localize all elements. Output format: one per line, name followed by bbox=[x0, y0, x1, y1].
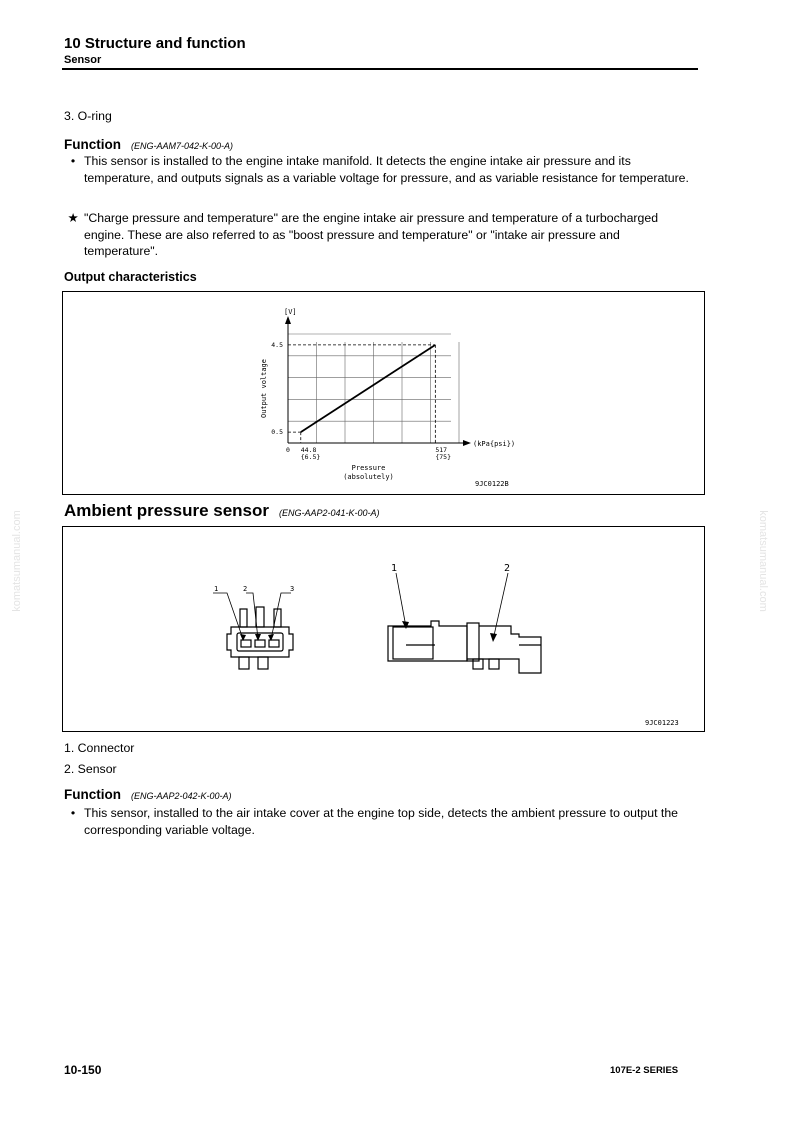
star-symbol: ★ bbox=[67, 211, 79, 225]
connector-front-view bbox=[227, 607, 293, 669]
bullet-symbol-2: • bbox=[70, 806, 76, 820]
function2-heading-text: Function bbox=[64, 787, 121, 802]
function-code: (ENG-AAM7-042-K-00-A) bbox=[131, 141, 234, 151]
watermark-right: komatsumanual.com bbox=[756, 510, 769, 612]
function2-code: (ENG-AAP2-042-K-00-A) bbox=[131, 791, 232, 801]
y-unit-label: [V] bbox=[284, 308, 297, 316]
y-tick-label: 4.5 bbox=[271, 340, 283, 349]
sensor-leaders bbox=[396, 573, 508, 640]
output-characteristics-heading: Output characteristics bbox=[64, 270, 197, 284]
section-code: (ENG-AAP2-041-K-00-A) bbox=[279, 508, 380, 518]
parts-item-3: 3. O-ring bbox=[64, 109, 112, 123]
connector-leaders bbox=[213, 593, 291, 639]
x-tick-label: 44.8 bbox=[300, 446, 317, 454]
x-unit-label: (kPa{psi}) bbox=[473, 440, 516, 448]
function-heading-text: Function bbox=[64, 137, 121, 152]
function2-bullet-text: This sensor, installed to the air intake cover at the engine top side, detects the ambient pressure to output the corresponding variable voltage. bbox=[84, 806, 679, 837]
function-heading bbox=[64, 137, 233, 152]
bullet-symbol: • bbox=[70, 154, 76, 168]
function-bullet bbox=[70, 153, 694, 186]
function2-heading bbox=[64, 787, 232, 802]
x-tick-label: 0 bbox=[286, 446, 290, 454]
callout-left-1: 1 bbox=[214, 585, 219, 593]
watermark-left: komatsumanual.com bbox=[10, 510, 23, 612]
x-axis-label: Pressure bbox=[351, 464, 386, 472]
function2-bullet bbox=[70, 805, 696, 838]
callout-right-2: 2 bbox=[504, 563, 511, 574]
x-tick-label: 517 bbox=[435, 446, 448, 454]
page-title: 10 Structure and function bbox=[64, 35, 246, 52]
callout-right-1: 1 bbox=[391, 563, 398, 574]
callout-left-2: 2 bbox=[243, 585, 248, 593]
figure-code-ambient: 9JC01223 bbox=[645, 719, 679, 727]
parts-item-connector: 1. Connector bbox=[64, 741, 135, 755]
function-note-text: "Charge pressure and temperature" are the engine intake air pressure and temperature of a turbocharged engine. These are also referred to as "boost pressure and temperature" or "intake air pressure and temperature". bbox=[84, 211, 659, 258]
x-axis-label-sub: (absolutely) bbox=[343, 473, 394, 481]
page-subtitle: Sensor bbox=[64, 54, 102, 66]
y-axis-label: Output voltage bbox=[260, 358, 268, 419]
section-heading-ambient bbox=[64, 501, 380, 521]
sensor-drawing bbox=[63, 527, 704, 731]
x-axis-arrow bbox=[463, 440, 471, 446]
header-rule bbox=[62, 68, 698, 70]
callout-left-3: 3 bbox=[290, 585, 295, 593]
y-axis-arrow bbox=[285, 316, 291, 324]
x-tick-sublabel: {6.5} bbox=[300, 453, 321, 461]
sensor-arrowheads bbox=[402, 621, 497, 642]
output-characteristics-chart bbox=[63, 292, 704, 494]
parts-item-sensor: 2. Sensor bbox=[64, 762, 117, 776]
series-line bbox=[301, 345, 436, 432]
x-tick-sublabel: {75} bbox=[435, 453, 452, 461]
function-bullet-text: This sensor is installed to the engine intake manifold. It detects the engine intake air pressure and its temperature, and outputs signals as a variable voltage for pressure, and as variable resistance for temperature. bbox=[84, 154, 689, 185]
sensor-side-view bbox=[388, 621, 541, 673]
figure-code: 9JC0122B bbox=[475, 480, 509, 488]
function-note bbox=[67, 210, 694, 260]
page-number: 10-150 bbox=[64, 1063, 102, 1077]
chart-figure-box bbox=[62, 291, 705, 495]
sensor-figure-box bbox=[62, 526, 705, 732]
series-label: 107E-2 SERIES bbox=[610, 1065, 679, 1076]
y-tick-label: 0.5 bbox=[271, 428, 283, 437]
section-heading-text: Ambient pressure sensor bbox=[64, 501, 270, 520]
